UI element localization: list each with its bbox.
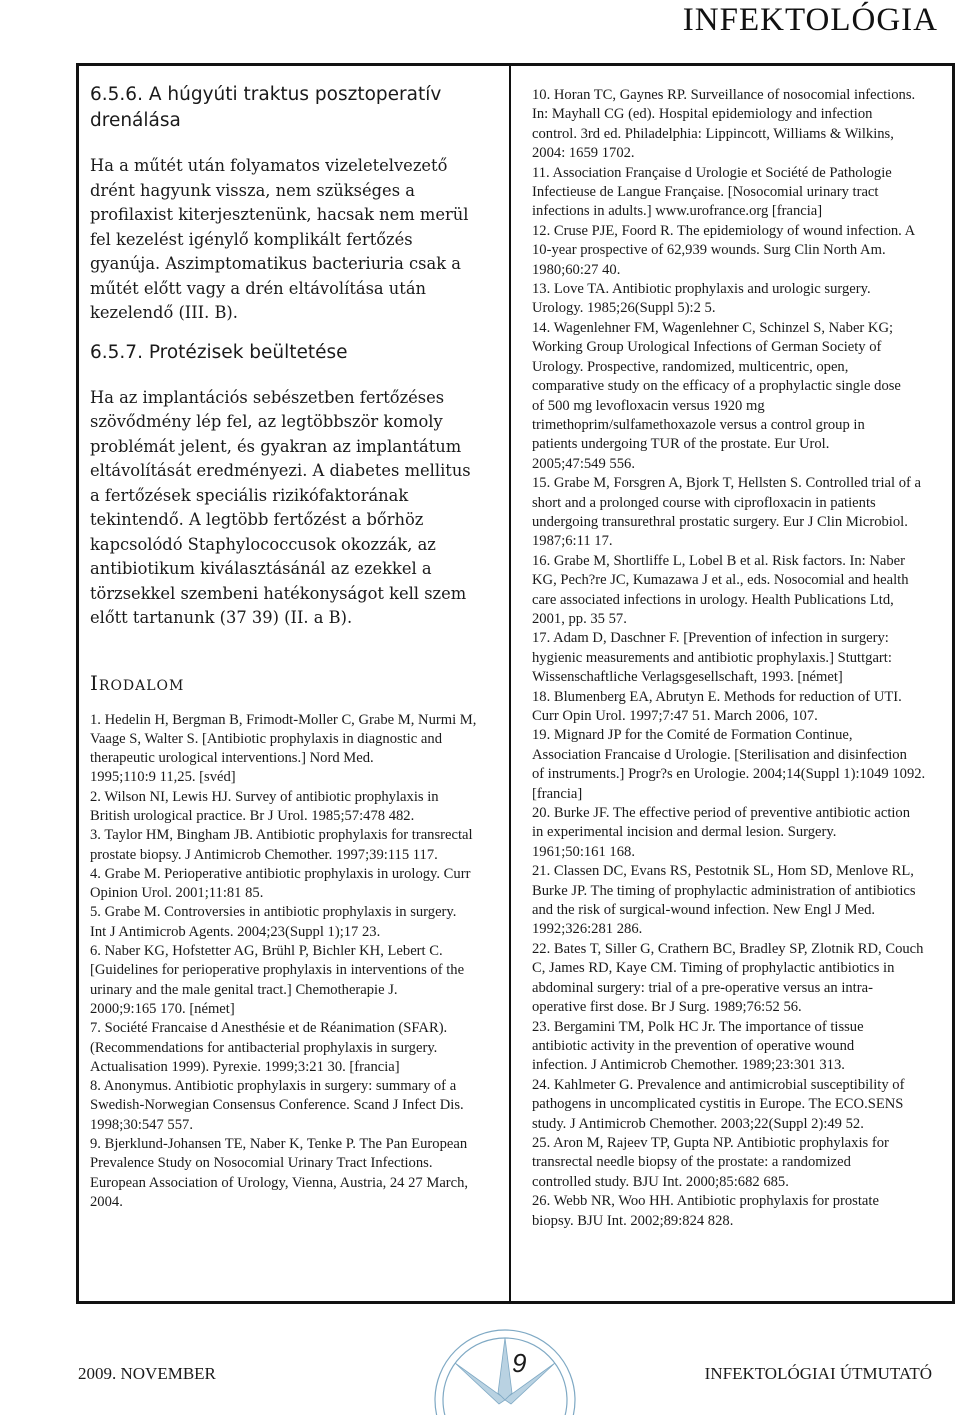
reference-line: patients undergoing TUR of the prostate. Eur Urol. — [532, 436, 830, 453]
reference-line: 1. Hedelin H, Bergman B, Frimodt-Moller C, Grabe M, Nurmi M, — [90, 711, 477, 728]
paragraph-line: törzsekkel szembeni hatékonyságot kell szem — [90, 583, 467, 603]
reference-line: antibiotic activity in the prevention of operative wound — [532, 1037, 855, 1054]
section-heading-line: drenálása — [90, 110, 181, 131]
footer-date: 2009. NOVEMBER — [78, 1364, 216, 1383]
paragraph-line: műtét előtt vagy a drén eltávolítása után — [90, 278, 427, 298]
section-6-5-6-paragraph — [90, 154, 500, 326]
reference-line: 12. Cruse PJE, Foord R. The epidemiology of wound infection. A — [532, 222, 916, 239]
reference-list-left — [90, 711, 500, 1213]
reference-line: 1998;30:547 557. — [90, 1116, 193, 1133]
reference-line: British urological practice. Br J Urol. 1985;57:478 482. — [90, 807, 415, 824]
content-frame — [76, 63, 955, 1304]
reference-line: [francia] — [532, 785, 583, 802]
reference-line: 7. Société Francaise d Anesthésie et de Réanimation (SFAR). — [90, 1020, 448, 1037]
reference-line: 19. Mignard JP for the Comité de Formation Continue, — [532, 727, 853, 744]
reference-line: study. J Antimicrob Chemother. 2003;22(Suppl 2):49 52. — [532, 1115, 864, 1132]
page-number: 9 — [512, 1348, 527, 1378]
reference-line: 2004: 1659 1702. — [532, 145, 635, 162]
paragraph-line: fel kezelést igénylő komplikált fertőzés — [90, 229, 413, 249]
reference-line: of 500 mg levofloxacin versus 1920 mg — [532, 397, 765, 414]
reference-line: 1995;110:9 11,25. [svéd] — [90, 769, 236, 786]
reference-line: comparative study on the efficacy of a prophylactic single dose — [532, 378, 901, 395]
reference-line: 18. Blumenberg EA, Abrutyn E. Methods for reduction of UTI. — [532, 688, 902, 705]
paragraph-line: drént hagyunk vissza, nem szükséges a — [90, 180, 415, 200]
reference-line: 11. Association Française d Urologie et Société de Pathologie — [532, 164, 892, 181]
paragraph-line: előtt tartanunk (37 39) (II. a B). — [90, 608, 353, 627]
reference-line: 26. Webb NR, Woo HH. Antibiotic prophylaxis for prostate — [532, 1193, 879, 1210]
reference-line: pathogens in uncomplicated cystitis in Europe. The ECO.SENS — [532, 1096, 904, 1113]
reference-line: 5. Grabe M. Controversies in antibiotic prophylaxis in surgery. — [90, 904, 457, 921]
reference-line: Association Francaise d Urologie. [Sterilisation and disinfection — [532, 746, 907, 763]
reference-line: 20. Burke JF. The effective period of preventive antibiotic action — [532, 805, 911, 822]
reference-line: 1961;50:161 168. — [532, 843, 635, 860]
reference-line: therapeutic urological interventions.] Nord Med. — [90, 750, 374, 767]
reference-line: 3. Taylor HM, Bingham JB. Antibiotic prophylaxis for transrectal — [90, 827, 473, 844]
reference-line: 9. Bjerklund-Johansen TE, Naber K, Tenke P. The Pan European — [90, 1136, 468, 1153]
reference-line: 21. Classen DC, Evans RS, Pestotnik SL, Hom SD, Menlove RL, — [532, 863, 914, 880]
reference-line: 14. Wagenlehner FM, Wagenlehner C, Schinzel S, Naber KG; — [532, 319, 894, 336]
reference-line: 13. Love TA. Antibiotic prophylaxis and urologic surgery. — [532, 281, 871, 298]
reference-line: 8. Anonymus. Antibiotic prophylaxis in surgery: summary of a — [90, 1078, 457, 1095]
reference-line: operative first dose. Br J Surg. 1989;76:52 56. — [532, 999, 802, 1016]
section-6-5-7-paragraph — [90, 386, 500, 631]
column-divider — [509, 66, 511, 1301]
reference-line: Opinion Urol. 2001;11:81 85. — [90, 885, 264, 902]
paragraph-line: Ha az implantációs sebészetben fertőzéses — [90, 387, 445, 407]
reference-line: 24. Kahlmeter G. Prevalence and antimicrobial susceptibility of — [532, 1076, 905, 1093]
reference-line: 4. Grabe M. Perioperative antibiotic prophylaxis in urology. Curr — [90, 865, 471, 882]
reference-line: 1992;326:281 286. — [532, 921, 643, 938]
reference-line: urinary and the male genital tract.] Chemotherapie J. — [90, 981, 398, 998]
reference-line: 2005;47:549 556. — [532, 455, 635, 472]
reference-line: Int J Antimicrob Agents. 2004;23(Suppl 1);17 23. — [90, 923, 381, 940]
reference-line: 10. Horan TC, Gaynes RP. Surveillance of nosocomial infections. — [532, 87, 916, 103]
paragraph-line: problémát jelent, és gyakran az implantátum — [90, 436, 462, 456]
reference-line: 22. Bates T, Siller G, Crathern BC, Bradley SP, Zlotnik RD, Couch — [532, 940, 924, 957]
reference-line: [Guidelines for perioperative prophylaxis in interventions of the — [90, 962, 465, 979]
reference-line: hygienic measurements and antibiotic prophylaxis.] Stuttgart: — [532, 649, 892, 666]
reference-line: controlled study. BJU Int. 2000;85:682 685. — [532, 1173, 789, 1190]
reference-line: Wissenschaftliche Verlagsgesellschaft, 1993. [német] — [532, 669, 843, 686]
reference-line: trimethoprim/sulfamethoxazole versus a control group in — [532, 416, 865, 433]
reference-line: control. 3rd ed. Philadelphia: Lippincott, Williams & Wilkins, — [532, 125, 894, 142]
reference-line: of instruments.] Progr?s en Urologie. 2004;14(Suppl 1):1049 1092. — [532, 766, 926, 783]
reference-line: Swedish-Norwegian Consensus Conference. Scand J Infect Dis. — [90, 1097, 464, 1114]
reference-line: 1987;6:11 17. — [532, 533, 613, 550]
reference-line: KG, Pech?re JC, Kumazawa J et al., eds. Nosocomial and health — [532, 572, 909, 589]
reference-line: 25. Aron M, Rajeev TP, Gupta NP. Antibiotic prophylaxis for — [532, 1134, 889, 1151]
reference-line: European Association of Urology, Vienna, Austria, 24 27 March, — [90, 1174, 469, 1191]
reference-line: short and a prolonged course with ciprofloxacin in patients — [532, 494, 876, 511]
paragraph-line: szövődmény lép fel, az legtöbbször komoly — [90, 412, 443, 431]
reference-line: Prevalence Study on Nosocomial Urinary Tract Infections. — [90, 1155, 433, 1172]
reference-line: 2001, pp. 35 57. — [532, 610, 627, 627]
paragraph-line: eltávolítását eredményezi. A diabetes mellitus — [90, 461, 471, 480]
reference-line: transrectal needle biopsy of the prostate: a randomized — [532, 1154, 851, 1171]
reference-line: 10-year prospective of 62,939 wounds. Surg Clin North Am. — [532, 242, 886, 259]
reference-line: 2. Wilson NI, Lewis HJ. Survey of antibiotic prophylaxis in — [90, 788, 439, 805]
reference-line: 2000;9:165 170. [német] — [90, 1000, 235, 1017]
reference-line: In: Mayhall CG (ed). Hospital epidemiology and infection — [532, 106, 873, 123]
reference-line: C, James RD, Kaye CM. Timing of prophylactic antibiotics in — [532, 960, 895, 977]
reference-line: Burke JP. The timing of prophylactic administration of antibiotics — [532, 882, 916, 899]
paragraph-line: antibiotikum kiválasztásánál az ezekkel a — [90, 559, 432, 578]
paragraph-line: kapcsolódó Staphylococcusok okozzák, az — [90, 534, 436, 554]
reference-line: undergoing transurethral prostatic surgery. Eur J Clin Microbiol. — [532, 513, 908, 530]
paragraph-line: profilaxist kiterjesztenünk, hacsak nem merül — [90, 205, 469, 224]
reference-line: infection. J Antimicrob Chemother. 1989;23:301 313. — [532, 1057, 845, 1074]
paragraph-line: tekintendő. A legtöbb fertőzést a bőrhöz — [90, 510, 424, 529]
reference-line: Infectieuse de Langue Française. [Nosocomial urinary tract — [532, 184, 879, 201]
reference-line: 23. Bergamini TM, Polk HC Jr. The importance of tissue — [532, 1018, 864, 1035]
reference-line: 2004. — [90, 1193, 123, 1210]
reference-line: in experimental incision and dermal lesion. Surgery. — [532, 824, 837, 841]
compass-rose-logo — [425, 1318, 585, 1415]
running-header-title: INFEKTOLÓGIA — [682, 2, 938, 38]
footer-publication: INFEKTOLÓGIAI ÚTMUTATÓ — [704, 1364, 932, 1383]
reference-line: prostate biopsy. J Antimicrob Chemother. 1997;39:115 117. — [90, 846, 438, 863]
reference-line: 15. Grabe M, Forsgren A, Bjork T, Hellsten S. Controlled trial of a — [532, 475, 921, 492]
reference-line: 1980;60:27 40. — [532, 261, 621, 278]
reference-line: Curr Opin Urol. 1997;7:47 51. March 2006, 107. — [532, 708, 818, 724]
references-heading: Irodalom — [90, 670, 185, 695]
paragraph-line: Ha a műtét után folyamatos vizeletelvezető — [90, 156, 448, 175]
paragraph-line: kezelendő (III. B). — [90, 303, 238, 322]
reference-line: Vaage S, Walter S. [Antibiotic prophylaxis in diagnostic and — [90, 730, 442, 747]
reference-line: and the risk of surgical-wound infection. New Engl J Med. — [532, 902, 876, 919]
reference-line: biopsy. BJU Int. 2002;89:824 828. — [532, 1212, 734, 1229]
reference-line: care associated infections in urology. Health Publications Ltd, — [532, 591, 894, 608]
reference-line: 6. Naber KG, Hofstetter AG, Brühl P, Bichler KH, Lebert C. — [90, 943, 443, 960]
section-heading-6-5-6 — [90, 82, 500, 134]
section-heading-6-5-7: 6.5.7. Protézisek beültetése — [90, 341, 348, 363]
paragraph-line: a fertőzések speciális rizikófaktorának — [90, 485, 409, 505]
left-column — [90, 82, 500, 1212]
reference-line: (Recommendations for antibacterial prophylaxis in surgery. — [90, 1039, 438, 1056]
section-heading-line: 6.5.6. A húgyúti traktus posztoperatív — [90, 84, 442, 105]
reference-line: abdominal surgery: trial of a pre-operative versus an intra- — [532, 979, 873, 996]
reference-line: 17. Adam D, Daschner F. [Prevention of infection in surgery: — [532, 630, 889, 647]
reference-line: Urology. Prospective, randomized, multicentric, open, — [532, 358, 849, 375]
paragraph-line: gyanúja. Aszimptomatikus bacteriuria csak a — [90, 254, 461, 273]
reference-line: 16. Grabe M, Shortliffe L, Lobel B et al. Risk factors. In: Naber — [532, 552, 905, 569]
reference-line: Actualisation 1999). Pyrexie. 1999;3:21 30. [francia] — [90, 1058, 400, 1075]
right-column — [532, 86, 950, 1231]
reference-line: infections in adults.] www.urofrance.org [francia] — [532, 203, 823, 220]
reference-line: Working Group Urological Infections of German Society of — [532, 339, 882, 356]
reference-list-right — [532, 86, 950, 1231]
reference-line: Urology. 1985;26(Suppl 5):2 5. — [532, 300, 716, 317]
